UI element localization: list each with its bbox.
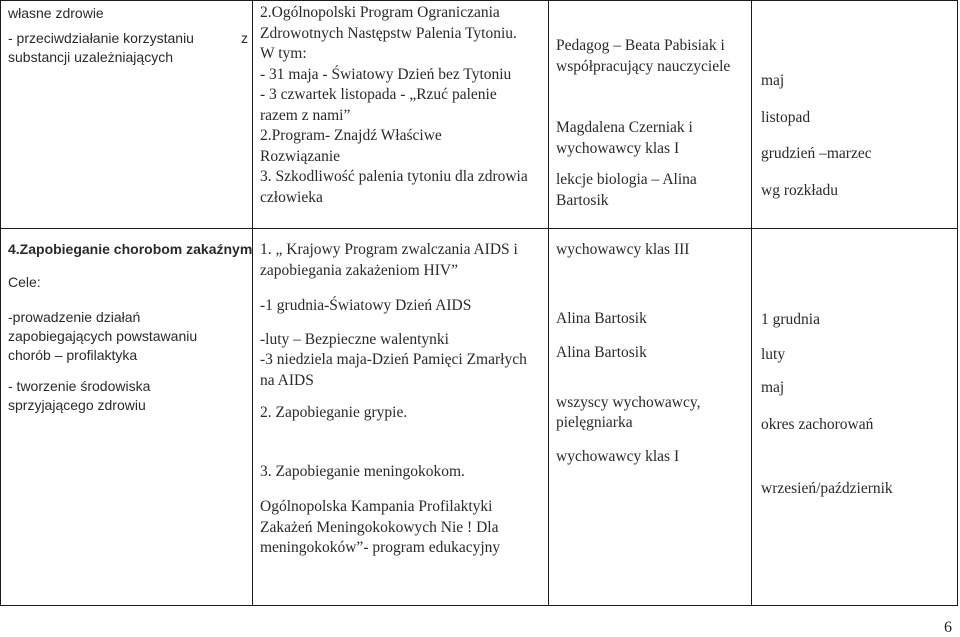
table-col-divider-1: [252, 0, 253, 606]
activity-line: zapobiegania zakażeniom HIV”: [260, 261, 458, 279]
activity-line: razem z nami”: [260, 106, 351, 124]
activity-line: -luty – Bezpieczne walentynki: [260, 330, 449, 348]
responsible-line: wychowawcy klas I: [556, 447, 680, 465]
goal-item-line: substancji uzależniających: [8, 49, 173, 65]
activity-line: 1. „ Krajowy Program zwalczania AIDS i: [260, 241, 518, 258]
timeline-entry: wrzesień/październik: [761, 480, 893, 497]
activity-line: meningokoków”- program edukacyjny: [260, 539, 501, 556]
activity-line: 2. Zapobieganie grypie.: [260, 404, 408, 421]
table-col-divider-2: [548, 0, 549, 606]
goal-item-line: - przeciwdziałanie korzystaniu z: [8, 30, 248, 46]
responsible-line: wszyscy wychowawcy,: [556, 393, 701, 411]
responsible-line: Bartosik: [556, 191, 609, 209]
row2-goal-cell: [8, 240, 253, 415]
row1-goal-cell: [8, 4, 248, 67]
activity-line: 3. Zapobieganie meningokokom.: [260, 462, 465, 480]
responsible-line: wychowawcy klas I: [556, 139, 680, 157]
responsible-line: Alina Bartosik: [556, 309, 647, 327]
row1-timeline-cell: [761, 71, 955, 201]
responsible-line: wychowawcy klas III: [556, 241, 690, 258]
page-number: 6: [944, 619, 952, 636]
row2-activities-cell: [260, 240, 544, 559]
activity-line: Rozwiązanie: [260, 147, 341, 165]
goal-item-line: sprzyjającego zdrowiu: [8, 397, 146, 413]
goals-label: Cele:: [8, 274, 41, 290]
timeline-entry: grudzień –marzec: [761, 145, 872, 162]
responsible-line: Pedagog – Beata Pabisiak i: [556, 37, 725, 54]
activity-line: 3. Szkodliwość palenia tytoniu dla zdrowia: [260, 168, 528, 185]
activity-line: Ogólnopolska Kampania Profilaktyki: [260, 498, 493, 515]
goal-item-line: -prowadzenie działań: [8, 309, 141, 325]
activity-line: człowieka: [260, 188, 323, 206]
activity-line: - 3 czwartek listopada - „Rzuć palenie: [260, 86, 497, 103]
activity-line: 2.Program- Znajdź Właściwe: [260, 127, 442, 144]
activity-line: W tym:: [260, 45, 307, 62]
goal-item-line: - tworzenie środowiska: [8, 378, 151, 394]
table-left-border: [0, 0, 1, 606]
timeline-entry: listopad: [761, 108, 811, 126]
row1-responsible-cell: [556, 36, 748, 211]
activity-line: -1 grudnia-Światowy Dzień AIDS: [260, 297, 472, 314]
goal-title: własne zdrowie: [8, 5, 104, 21]
responsible-line: lekcje biologia – Alina: [556, 171, 697, 188]
section-heading: 4.Zapobieganie chorobom zakaźnym: [8, 241, 253, 257]
timeline-entry: okres zachorowań: [761, 415, 874, 433]
table-right-border: [957, 0, 958, 606]
row2-timeline-cell: [761, 310, 955, 500]
activity-line: 2.Ogólnopolski Program Ograniczania: [260, 4, 500, 21]
table-top-border: [0, 0, 958, 1]
timeline-entry: 1 grudnia: [761, 311, 820, 328]
table-col-divider-3: [751, 0, 752, 606]
goal-item-line: chorób – profilaktyka: [8, 347, 138, 363]
row1-activities-cell: [260, 3, 544, 208]
responsible-line: pielęgniarka: [556, 414, 633, 431]
activity-line: Zdrowotnych Następstw Palenia Tytoniu.: [260, 24, 517, 42]
row2-responsible-cell: [556, 240, 748, 467]
table-bottom-border: [0, 605, 958, 606]
timeline-entry: luty: [761, 345, 786, 363]
timeline-entry: maj: [761, 379, 785, 396]
activity-line: na AIDS: [260, 371, 314, 389]
timeline-entry: maj: [761, 72, 785, 89]
goal-item-line: zapobiegających powstawaniu: [8, 328, 198, 344]
responsible-line: Alina Bartosik: [556, 344, 647, 361]
activity-line: Zakażeń Meningokokowych Nie ! Dla: [260, 518, 499, 536]
responsible-line: współpracujący nauczyciele: [556, 57, 731, 75]
activity-line: - 31 maja - Światowy Dzień bez Tytoniu: [260, 65, 512, 83]
responsible-line: Magdalena Czerniak i: [556, 119, 693, 136]
timeline-entry: wg rozkładu: [761, 181, 839, 199]
activity-line: -3 niedziela maja-Dzień Pamięci Zmarłych: [260, 351, 527, 368]
table-row-divider: [0, 228, 958, 229]
